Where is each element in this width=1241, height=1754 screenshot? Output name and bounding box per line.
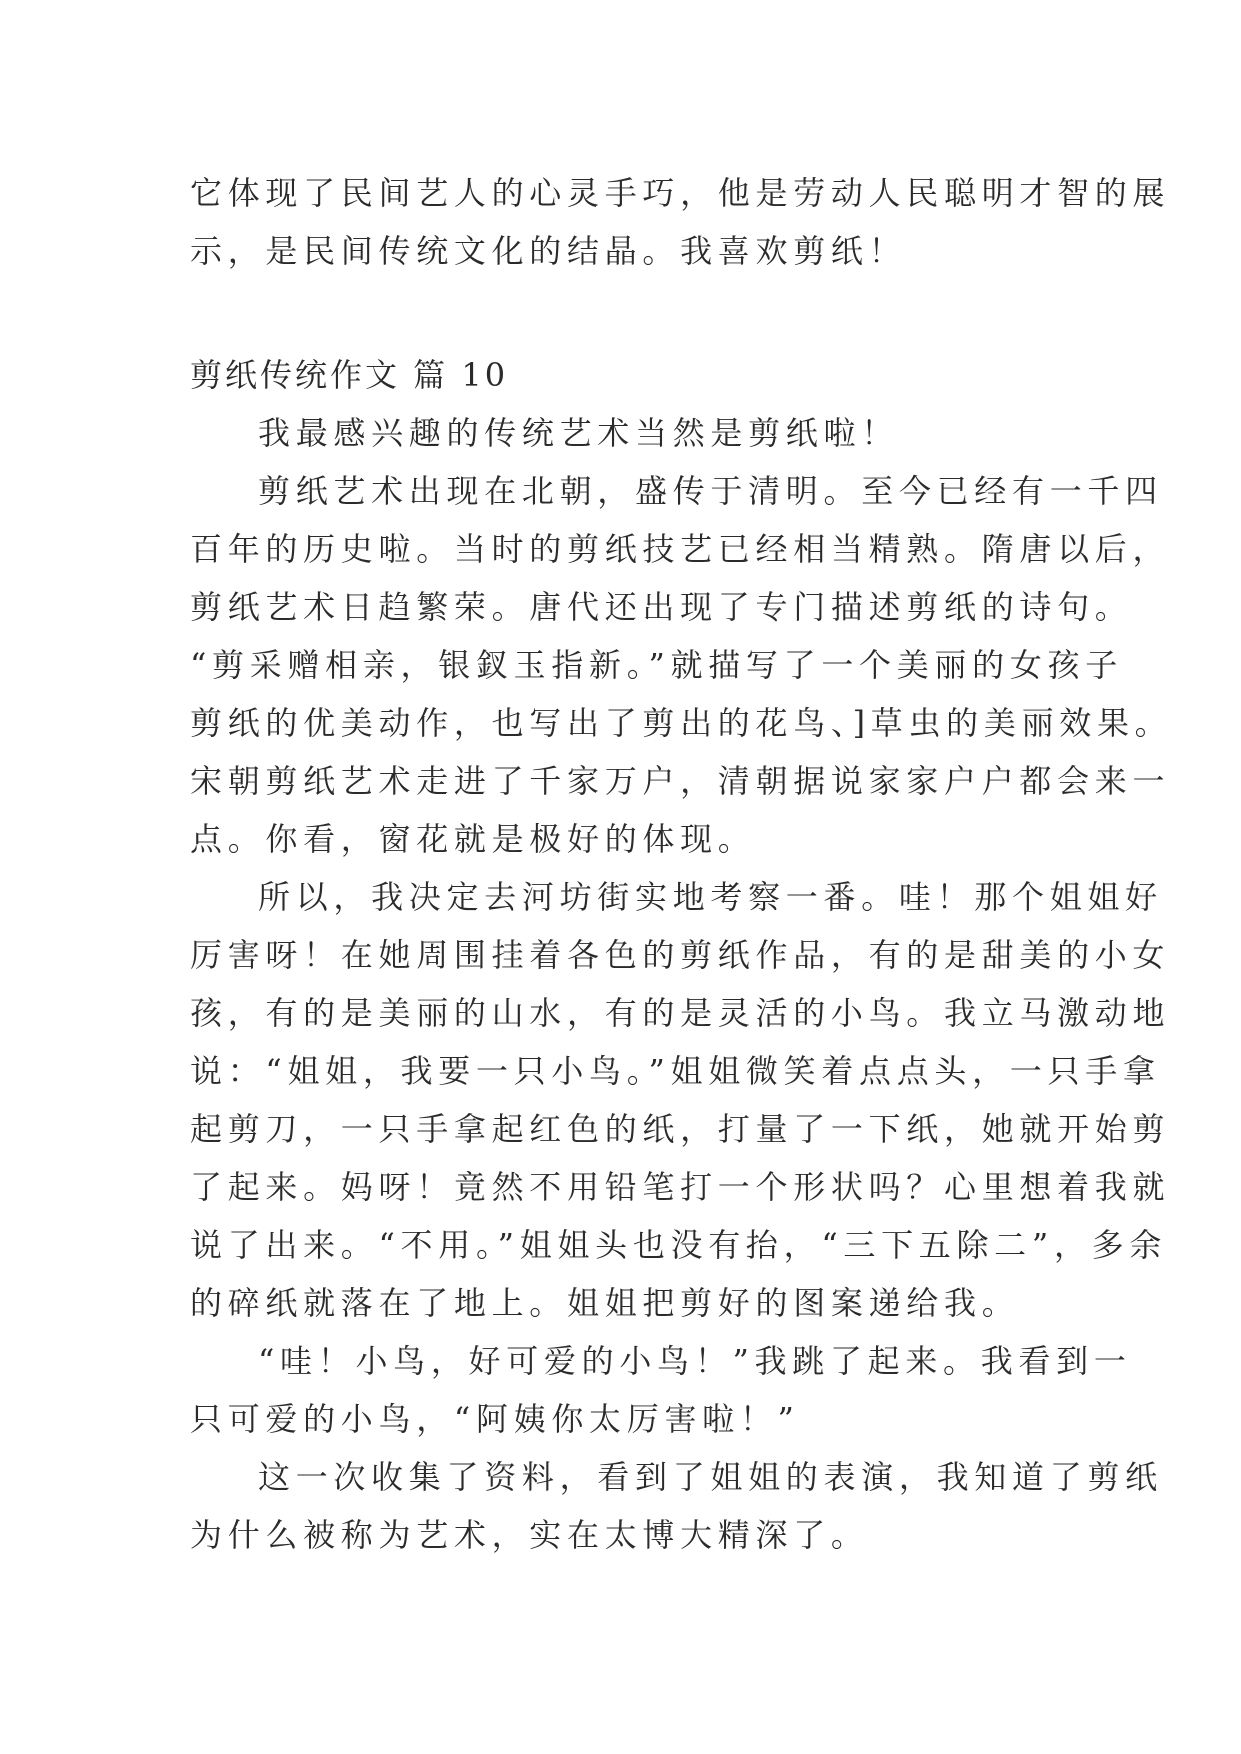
paragraph-line: 宋朝剪纸艺术走进了千家万户，清朝据说家家户户都会来一 xyxy=(190,762,1171,800)
paragraph-line: 剪纸艺术出现在北朝，盛传于清明。至今已经有一千四 xyxy=(258,472,1163,510)
paragraph-line: 为什么被称为艺术，实在太博大精深了。 xyxy=(190,1516,869,1554)
paragraph-line: “哇！小鸟，好可爱的小鸟！”我跳了起来。我看到一 xyxy=(258,1342,1132,1380)
paragraph-line: 点。你看，窗花就是极好的体现。 xyxy=(190,820,756,858)
paragraph-line: 厉害呀！在她周围挂着各色的剪纸作品，有的是甜美的小女 xyxy=(190,936,1171,974)
paragraph-line: 孩，有的是美丽的山水，有的是灵活的小鸟。我立马激动地 xyxy=(190,994,1171,1032)
paragraph-line: 说：“姐姐，我要一只小鸟。”姐姐微笑着点点头，一只手拿 xyxy=(190,1052,1161,1090)
paragraph-line: 所以，我决定去河坊街实地考察一番。哇！那个姐姐好 xyxy=(258,878,1163,916)
document-body xyxy=(190,164,1173,1564)
intro-line: 示，是民间传统文化的结晶。我喜欢剪纸！ xyxy=(190,232,907,270)
paragraph-line: 了起来。妈呀！竟然不用铅笔打一个形状吗？心里想着我就 xyxy=(190,1168,1171,1206)
paragraph-line: 我最感兴趣的传统艺术当然是剪纸啦！ xyxy=(258,414,899,452)
section-heading: 剪纸传统作文 篇 10 xyxy=(190,356,509,394)
intro-line: 它体现了民间艺人的心灵手巧，他是劳动人民聪明才智的展 xyxy=(190,174,1171,212)
paragraph-line: 百年的历史啦。当时的剪纸技艺已经相当精熟。隋唐以后， xyxy=(190,530,1171,568)
paragraph-line: 说了出来。“不用。”姐姐头也没有抬，“三下五除二”，多余 xyxy=(190,1226,1168,1264)
paragraph-line: 只可爱的小鸟，“阿姨你太厉害啦！” xyxy=(190,1400,800,1438)
spacer xyxy=(190,280,1050,346)
paragraph-line: 这一次收集了资料，看到了姐姐的表演，我知道了剪纸 xyxy=(258,1458,1163,1496)
paragraph-line: 的碎纸就落在了地上。姐姐把剪好的图案递给我。 xyxy=(190,1284,1020,1322)
paragraph-line: 剪纸艺术日趋繁荣。唐代还出现了专门描述剪纸的诗句。 xyxy=(190,588,1133,626)
paragraph-line: 起剪刀，一只手拿起红色的纸，打量了一下纸，她就开始剪 xyxy=(190,1110,1171,1148)
paragraph-line: “剪采赠相亲，银釵玉指新。”就描写了一个美丽的女孩子 xyxy=(190,646,1123,684)
paragraph-line: 剪纸的优美动作，也写出了剪出的花鸟、]草虫的美丽效果。 xyxy=(190,704,1173,742)
